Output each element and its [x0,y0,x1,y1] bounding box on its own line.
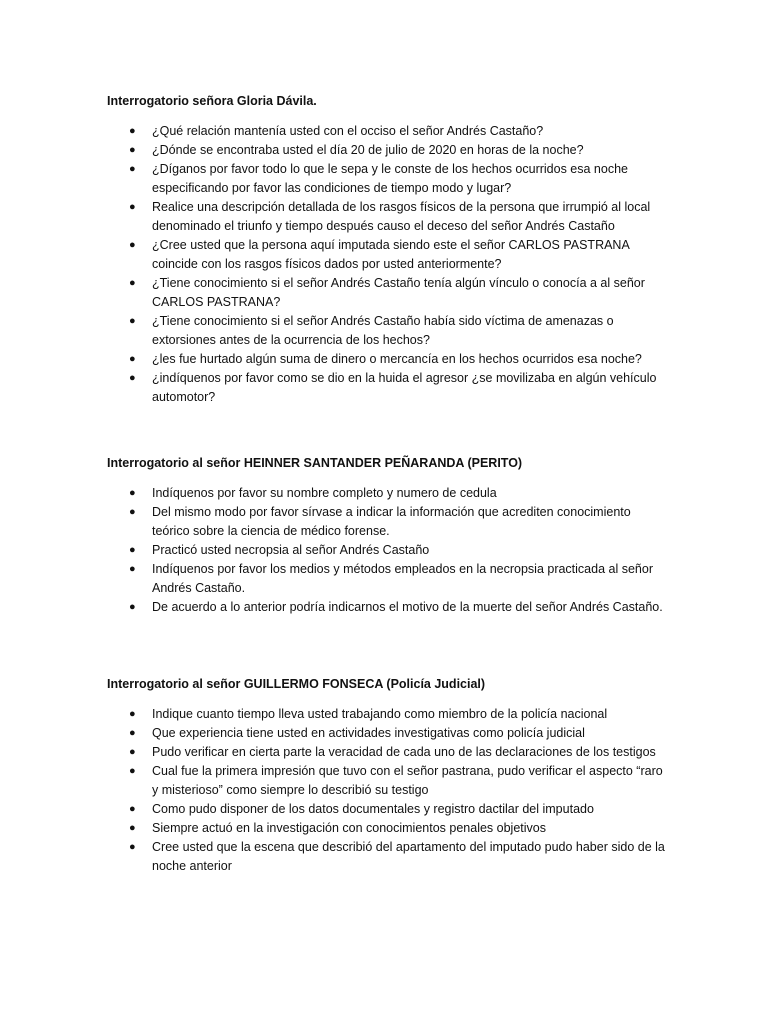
section-title: Interrogatorio al señor HEINNER SANTANDER PEÑARANDA (PERITO) [107,456,523,470]
bullet-icon: ● [129,708,136,720]
bullet-icon: ● [129,727,136,739]
question-text: ¿Tiene conocimiento si el señor Andrés Castaño había sido víctima de amenazas o extorsiones antes de la ocurrencia de los hechos? [152,314,614,347]
list-item [107,274,667,312]
list-item [107,743,667,762]
list-item [107,800,667,819]
bullet-icon: ● [129,239,136,251]
bullet-icon: ● [129,765,136,777]
list-item [107,819,667,838]
bullet-icon: ● [129,315,136,327]
bullet-icon: ● [129,144,136,156]
question-text: Siempre actuó en la investigación con conocimientos penales objetivos [152,821,546,835]
list-item [107,705,667,724]
list-item [107,312,667,350]
list-item [107,160,667,198]
question-text: Cual fue la primera impresión que tuvo con el señor pastrana, pudo verificar el aspecto “raro y misterioso” como siempre lo describió su testigo [152,764,663,797]
bullet-icon: ● [129,601,136,613]
question-text: Indíquenos por favor los medios y métodos empleados en la necropsia practicada al señor Andrés Castaño. [152,562,653,595]
list-item [107,350,667,369]
section-guillermo-fonseca [107,675,667,876]
list-item [107,503,667,541]
list-item [107,484,667,503]
bullet-icon: ● [129,125,136,137]
question-text: De acuerdo a lo anterior podría indicarnos el motivo de la muerte del señor Andrés Castaño. [152,600,663,614]
list-item [107,724,667,743]
list-item [107,198,667,236]
question-text: Pudo verificar en cierta parte la veracidad de cada uno de las declaraciones de los testigos [152,745,656,759]
bullet-icon: ● [129,822,136,834]
list-item [107,541,667,560]
question-text: Realice una descripción detallada de los rasgos físicos de la persona que irrumpió al local denominado el triunfo y tiempo después causo el deceso del señor Andrés Castaño [152,200,651,233]
list-item [107,560,667,598]
bullet-icon: ● [129,563,136,575]
bullet-icon: ● [129,544,136,556]
list-item [107,369,667,407]
question-text: Indique cuanto tiempo lleva usted trabajando como miembro de la policía nacional [152,707,608,721]
question-text: Cree usted que la escena que describió del apartamento del imputado pudo haber sido de la noche anterior [152,840,665,873]
list-item [107,141,667,160]
bullet-icon: ● [129,803,136,815]
bullet-icon: ● [129,201,136,213]
bullet-icon: ● [129,487,136,499]
question-list [107,484,667,617]
question-text: ¿Cree usted que la persona aquí imputada siendo este el señor CARLOS PASTRANA coincide con los rasgos físicos dados por usted anteriormente? [152,238,630,271]
question-list [107,705,667,876]
question-text: Como pudo disponer de los datos documentales y registro dactilar del imputado [152,802,594,816]
question-text: Que experiencia tiene usted en actividades investigativas como policía judicial [152,726,585,740]
question-text: ¿les fue hurtado algún suma de dinero o mercancía en los hechos ocurridos esa noche? [152,352,642,366]
section-title: Interrogatorio señora Gloria Dávila. [107,94,317,108]
list-item [107,122,667,141]
bullet-icon: ● [129,746,136,758]
bullet-icon: ● [129,841,136,853]
question-text: ¿Díganos por favor todo lo que le sepa y le conste de los hechos ocurridos esa noche especificando por favor las condiciones de tiempo modo y lugar? [152,162,628,195]
question-text: Practicó usted necropsia al señor Andrés Castaño [152,543,430,557]
bullet-icon: ● [129,353,136,365]
bullet-icon: ● [129,506,136,518]
section-title: Interrogatorio al señor GUILLERMO FONSECA (Policía Judicial) [107,677,486,691]
bullet-icon: ● [129,277,136,289]
bullet-icon: ● [129,163,136,175]
list-item [107,762,667,800]
list-item [107,598,667,617]
question-text: ¿Qué relación mantenía usted con el occiso el señor Andrés Castaño? [152,124,544,138]
question-text: ¿indíquenos por favor como se dio en la huida el agresor ¿se movilizaba en algún vehículo automotor? [152,371,657,404]
question-text: Indíquenos por favor su nombre completo y numero de cedula [152,486,497,500]
section-heinner-santander [107,454,667,617]
list-item [107,236,667,274]
question-text: ¿Tiene conocimiento si el señor Andrés Castaño tenía algún vínculo o conocía a al señor CARLOS PASTRANA? [152,276,645,309]
question-list [107,122,667,407]
question-text: Del mismo modo por favor sírvase a indicar la información que acrediten conocimiento teórico sobre la ciencia de médico forense. [152,505,631,538]
list-item [107,838,667,876]
bullet-icon: ● [129,372,136,384]
section-gloria-davila [107,92,667,407]
question-text: ¿Dónde se encontraba usted el día 20 de julio de 2020 en horas de la noche? [152,143,584,157]
